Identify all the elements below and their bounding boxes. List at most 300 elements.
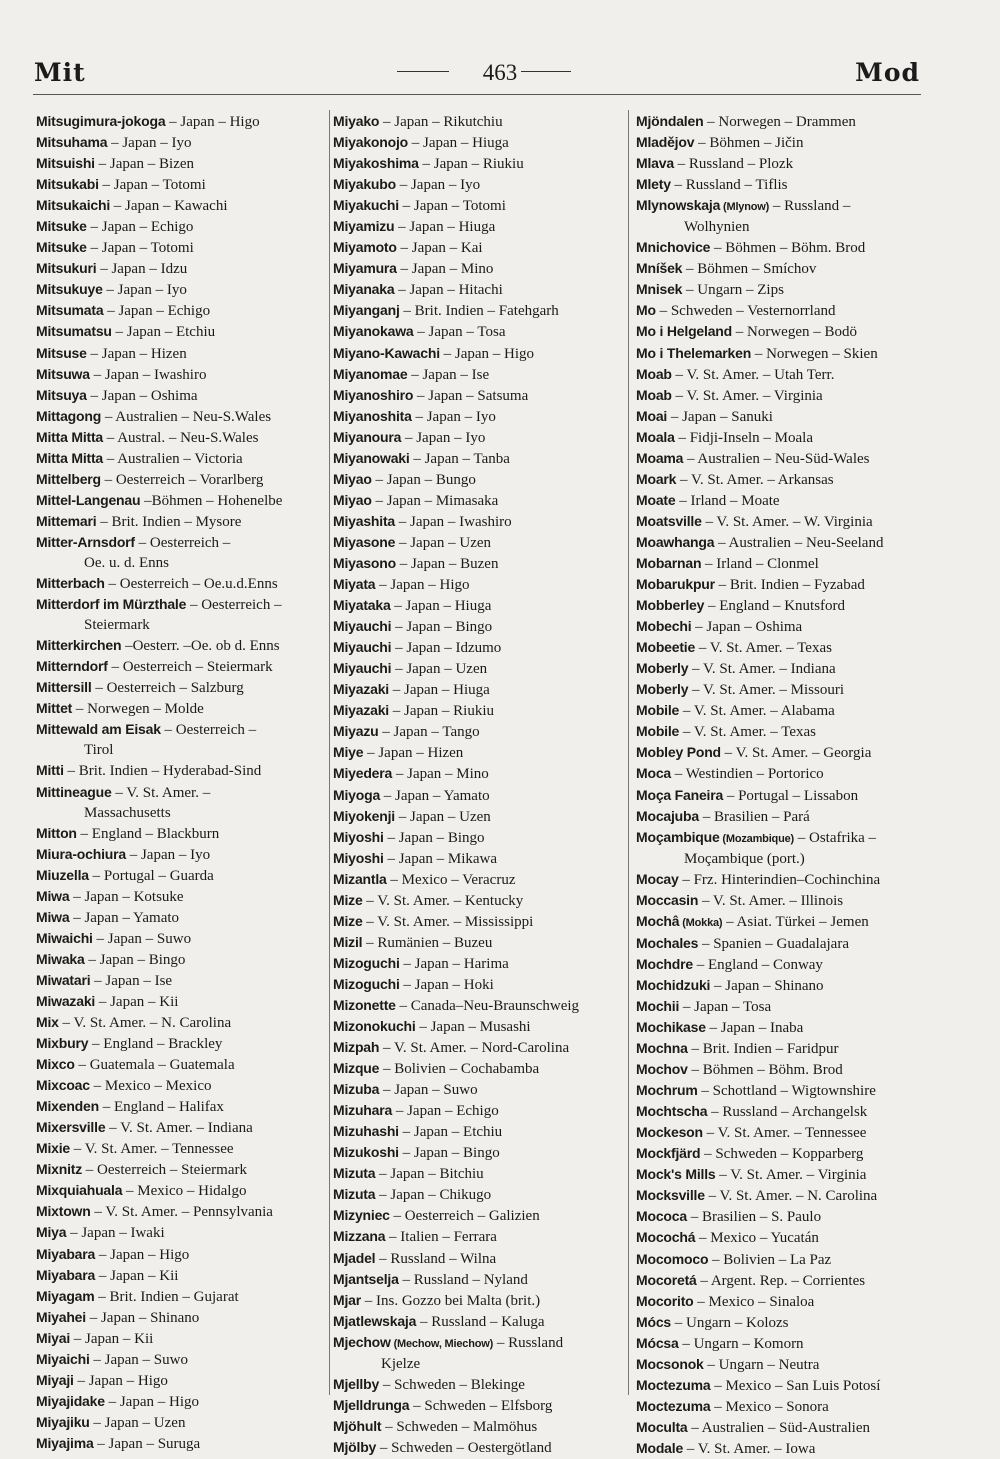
- entry-headword: Mocsonok: [636, 1355, 704, 1372]
- entry-headword: Mníšek: [636, 260, 683, 277]
- entry-headword: Mochidzuki: [636, 976, 711, 993]
- entry-headword: Mitterdorf im Mürzthale: [36, 596, 187, 613]
- entry-headword: Miyanokawa: [333, 323, 414, 340]
- entry-location: – Schweden – Blekinge: [379, 1376, 525, 1393]
- entry-location: – Japan – Bizen: [94, 156, 195, 173]
- entry-headword: Mitsukaichi: [36, 197, 111, 214]
- entry-headword: Mizpah: [333, 1039, 380, 1056]
- entry-location: – Japan – Yamato: [380, 787, 490, 804]
- page-header: [0, 52, 1000, 92]
- entry-location: – Russland – Nyland: [398, 1271, 528, 1288]
- entry-location: – V. St. Amer. – Missouri: [688, 682, 845, 699]
- gazetteer-entry: [333, 1395, 629, 1416]
- gazetteer-entry: [636, 490, 932, 511]
- gazetteer-entry: [636, 153, 932, 174]
- gazetteer-entry: [636, 975, 932, 996]
- gazetteer-entry: [333, 300, 629, 321]
- entry-location: – Ungarn – Zips: [682, 282, 784, 299]
- entry-location: – Australien – Neu-Seeland: [714, 534, 884, 551]
- entry-headword: Mitsuse: [36, 344, 87, 361]
- entry-headword: Mittewald am Eisak: [36, 721, 161, 738]
- gazetteer-entry: [333, 595, 629, 616]
- entry-headword: Mizyniec: [333, 1207, 390, 1224]
- entry-headword: Miwaichi: [36, 929, 93, 946]
- entry-location: – Westindien – Portorico: [671, 766, 824, 783]
- entry-headword: Mo i Helgeland: [636, 323, 732, 340]
- entry-headword: Miyai: [36, 1329, 71, 1346]
- entry-headword: Mobeetie: [636, 639, 696, 656]
- entry-headword: Miyoshi: [333, 828, 384, 845]
- entry-location: – Russland –: [769, 198, 851, 215]
- entry-location: – Russland: [493, 1334, 564, 1351]
- entry-location: – Japan – Iyo: [125, 846, 211, 863]
- entry-location: – Japan – Iyo: [401, 429, 486, 446]
- gazetteer-entry: [333, 385, 629, 406]
- entry-headword: Mizuba: [333, 1081, 380, 1098]
- entry-headword: Mocay: [636, 870, 679, 887]
- gazetteer-entry: [636, 279, 932, 300]
- entry-location: – Mexico – Sonora: [710, 1398, 829, 1415]
- entry-location: – Oesterreich – Salzburg: [91, 680, 244, 697]
- entry-headword: Miyanowaki: [333, 449, 410, 466]
- entry-headword: Miyamura: [333, 260, 397, 277]
- entry-headword: Mococa: [636, 1208, 687, 1225]
- gazetteer-entry: [636, 427, 932, 448]
- entry-location: – Oesterreich –: [186, 597, 282, 614]
- gazetteer-entry: [333, 111, 629, 132]
- entry-headword: Mitterndorf: [36, 658, 108, 675]
- entry-location: – V. St. Amer. – Virginia: [715, 1167, 867, 1184]
- entry-headword: Mochtscha: [636, 1103, 708, 1120]
- entry-location: – Schweden – Elfsborg: [409, 1397, 553, 1414]
- column-separator-1: [329, 110, 330, 1395]
- entry-location: – Italien – Ferrara: [385, 1229, 497, 1246]
- gazetteer-entry: [36, 111, 332, 132]
- entry-location: – Japan – Uzen: [391, 661, 488, 678]
- entry-continuation: Kjelze: [381, 1355, 421, 1372]
- entry-headword: Mochâ: [636, 912, 680, 929]
- entry-headword: Miyahei: [36, 1308, 86, 1325]
- entry-location: – Ungarn – Komorn: [678, 1335, 804, 1352]
- entry-location: – Japan – Hoki: [399, 976, 494, 993]
- entry-location: – Japan – Shinano: [85, 1309, 200, 1326]
- entry-headword: Mizuhashi: [333, 1123, 399, 1140]
- entry-headword: Mitsumata: [36, 302, 104, 319]
- gazetteer-entry: [636, 658, 932, 679]
- entry-location: – Japan – Higo: [439, 345, 535, 362]
- gazetteer-entry: [333, 911, 629, 932]
- gazetteer-entry: [333, 700, 629, 721]
- entry-location: – Brasilien – Pará: [698, 808, 810, 825]
- entry-location: – England – Blackburn: [76, 825, 220, 842]
- entry-headword: Moctezuma: [636, 1376, 711, 1393]
- gazetteer-entry: [636, 785, 932, 806]
- gazetteer-entry: [333, 974, 629, 995]
- entry-location: – V. St. Amer. – N. Carolina: [58, 1015, 232, 1032]
- entry-location: – Brasilien – S. Paulo: [686, 1209, 822, 1226]
- gazetteer-entry: [636, 637, 932, 658]
- gazetteer-entry: [36, 1201, 332, 1222]
- entry-location: – Spanien – Guadalajara: [698, 935, 849, 952]
- gazetteer-entry: [636, 469, 932, 490]
- entry-location: – Japan – Uzen: [395, 534, 492, 551]
- gazetteer-entry: [333, 1037, 629, 1058]
- gazetteer-entry: [333, 1248, 629, 1269]
- entry-headword: Mitter-Arnsdorf: [36, 533, 135, 550]
- gazetteer-entry: [333, 237, 629, 258]
- entry-headword: Mix: [36, 1014, 59, 1031]
- gazetteer-entry: [36, 782, 332, 823]
- entry-headword: Moatsville: [636, 512, 702, 529]
- entry-location: – V. St. Amer. – Iowa: [683, 1440, 816, 1457]
- entry-headword: Miura-ochiura: [36, 845, 126, 862]
- entry-headword: Mittineague: [36, 783, 112, 800]
- gazetteer-entry: [36, 1307, 332, 1328]
- entry-location: – Oesterreich – Galizien: [389, 1208, 540, 1225]
- gazetteer-entry: [636, 511, 932, 532]
- entry-location: – Japan – Totomi: [398, 198, 506, 215]
- entry-headword: Mobile: [636, 702, 680, 719]
- gazetteer-entry: [36, 1180, 332, 1201]
- entry-location: – Mexico – Hidalgo: [122, 1183, 247, 1200]
- gazetteer-entry: [333, 721, 629, 742]
- entry-headword: Miyanoshiro: [333, 386, 414, 403]
- entry-location: – V. St. Amer. – W. Virginia: [701, 513, 873, 530]
- gazetteer-entry: [636, 553, 932, 574]
- gazetteer-entry: [636, 195, 932, 237]
- gazetteer-entry: [333, 216, 629, 237]
- entry-location: – Japan – Idzu: [96, 261, 188, 278]
- entry-continuation: Massachusetts: [84, 804, 171, 821]
- gazetteer-entry: [636, 343, 932, 364]
- gazetteer-entry: [36, 237, 332, 258]
- entry-headword: Mitsuke: [36, 218, 87, 235]
- entry-headword: Moala: [636, 428, 675, 445]
- entry-location: – Japan – Suwo: [89, 1351, 188, 1368]
- entry-headword: Mittel-Langenau: [36, 491, 141, 508]
- entry-headword: Mochikase: [636, 1019, 706, 1036]
- entry-headword: Mitsugimura-jokoga: [36, 113, 166, 129]
- gazetteer-entry: [36, 1159, 332, 1180]
- gazetteer-entry: [636, 111, 932, 132]
- entry-location: – Oesterreich –: [134, 534, 231, 551]
- gazetteer-entry: [36, 760, 332, 781]
- gazetteer-entry: [36, 406, 332, 427]
- entry-location: – Russland – Archangelsk: [707, 1104, 868, 1121]
- entry-headword: Miwatari: [36, 971, 91, 988]
- entry-headword: Mitta Mitta: [36, 428, 104, 445]
- entry-headword: Miyoga: [333, 786, 381, 803]
- gazetteer-entry: [36, 1412, 332, 1433]
- gazetteer-entry: [333, 1437, 629, 1458]
- gazetteer-entry: [636, 1227, 932, 1248]
- entry-headword: Mo: [636, 302, 656, 319]
- entry-location: – Japan – Ise: [90, 972, 173, 989]
- entry-headword: Mitton: [36, 824, 77, 841]
- entry-headword: Miyao: [333, 491, 372, 508]
- gazetteer-entry: [333, 1016, 629, 1037]
- entry-headword: Mjantselja: [333, 1270, 399, 1287]
- gazetteer-entry: [36, 719, 332, 760]
- entry-headword: Moberly: [636, 681, 689, 698]
- entry-headword: Miyedera: [333, 765, 393, 782]
- gazetteer-entry: [36, 928, 332, 949]
- entry-continuation: Oe. u. d. Enns: [84, 554, 169, 571]
- gazetteer-entry: [36, 1370, 332, 1391]
- entry-headword: Modale: [636, 1439, 684, 1456]
- gazetteer-entry: [333, 1226, 629, 1247]
- entry-headword: Miyazaki: [333, 681, 389, 698]
- entry-location: – Irland – Clonmel: [701, 555, 819, 572]
- entry-headword: Mitti: [36, 762, 64, 779]
- gazetteer-entry: [36, 677, 332, 698]
- entry-location: – Japan – Hizen: [363, 745, 464, 762]
- entry-headword: Mocomoco: [636, 1250, 709, 1267]
- entry-location: – Japan – Uzen: [395, 808, 491, 825]
- gazetteer-entry: [36, 1433, 332, 1454]
- entry-headword: Moama: [636, 449, 684, 466]
- gazetteer-entry: [333, 1079, 629, 1100]
- entry-headword: Miyata: [333, 576, 376, 593]
- entry-headword: Mobberley: [636, 597, 705, 614]
- gazetteer-entry: [333, 406, 629, 427]
- gazetteer-entry: [333, 806, 629, 827]
- gazetteer-entry: [36, 823, 332, 844]
- entry-alt-name: (Mokka): [679, 916, 723, 929]
- entry-location: – Mexico – Sinaloa: [693, 1293, 815, 1310]
- entry-headword: Mizzana: [333, 1228, 386, 1245]
- entry-headword: Miyaichi: [36, 1350, 90, 1367]
- entry-location: – Norwegen – Molde: [72, 701, 204, 718]
- gazetteer-entry: [36, 469, 332, 490]
- gazetteer-entry: [36, 886, 332, 907]
- entry-headword: Mobley Pond: [636, 744, 721, 761]
- entry-headword: Mnisek: [636, 281, 683, 298]
- gazetteer-entry: [636, 385, 932, 406]
- gazetteer-entry: [333, 258, 629, 279]
- entry-location: – Japan – Oshima: [691, 619, 803, 636]
- gazetteer-entry: [333, 1142, 629, 1163]
- gazetteer-entry: [36, 258, 332, 279]
- left-running-head: Mit: [34, 58, 86, 87]
- entry-location: – V. St. Amer. – Utah Terr.: [671, 366, 835, 383]
- entry-location: – Schweden – Oestergötland: [376, 1439, 552, 1456]
- gazetteer-entry: [333, 1311, 629, 1332]
- entry-headword: Miyanoshita: [333, 407, 412, 424]
- entry-headword: Mocoretá: [636, 1271, 697, 1288]
- entry-headword: Mixenden: [36, 1098, 99, 1115]
- gazetteer-entry: [333, 890, 629, 911]
- entry-location: – Canada–Neu-Braunschweig: [395, 997, 580, 1014]
- gazetteer-entry: [636, 174, 932, 195]
- entry-headword: Miyamoto: [333, 239, 397, 256]
- gazetteer-entry: [636, 827, 932, 869]
- gazetteer-entry: [636, 996, 932, 1017]
- entry-headword: Miyajidake: [36, 1392, 105, 1409]
- entry-location: – Norwegen – Skien: [751, 345, 878, 362]
- gazetteer-entry: [636, 1122, 932, 1143]
- entry-location: – Japan – Echigo: [103, 303, 211, 320]
- gazetteer-entry: [636, 869, 932, 890]
- gazetteer-entry: [333, 1205, 629, 1226]
- entry-headword: Mittagong: [36, 407, 102, 424]
- entry-location: – England – Halifax: [98, 1099, 224, 1116]
- gazetteer-entry: [333, 995, 629, 1016]
- entry-headword: Moculta: [636, 1418, 688, 1435]
- gazetteer-entry: [36, 427, 332, 448]
- entry-location: – Brit. Indien – Faridpur: [687, 1041, 839, 1058]
- gazetteer-entry: [636, 1143, 932, 1164]
- gazetteer-entry: [636, 700, 932, 721]
- gazetteer-entry: [333, 343, 629, 364]
- entry-headword: Mize: [333, 891, 363, 908]
- gazetteer-entry: [333, 132, 629, 153]
- entry-headword: Miyakonojo: [333, 134, 409, 151]
- gazetteer-entry: [36, 216, 332, 237]
- entry-headword: Mócsa: [636, 1334, 679, 1351]
- entry-location: – Brit. Indien – Gujarat: [94, 1288, 239, 1305]
- gazetteer-entry: [333, 174, 629, 195]
- entry-headword: Mittersill: [36, 679, 92, 696]
- entry-location: – Japan – Totomi: [98, 177, 206, 194]
- gazetteer-entry: [36, 1391, 332, 1412]
- entry-location: – Mexico – San Luis Potosí: [710, 1377, 881, 1394]
- entry-location: – Australien – Victoria: [103, 450, 243, 467]
- entry-headword: Mitsuke: [36, 239, 87, 256]
- gazetteer-entry: [636, 321, 932, 342]
- entry-location: – Ungarn – Neutra: [703, 1356, 820, 1373]
- entry-headword: Mnichovice: [636, 239, 711, 256]
- entry-headword: Mixnitz: [36, 1161, 83, 1178]
- entry-location: – Böhmen – Böhm. Brod: [710, 240, 866, 257]
- entry-location: – Japan – Harima: [399, 955, 509, 972]
- entry-headword: Mixie: [36, 1140, 71, 1157]
- gazetteer-entry: [333, 511, 629, 532]
- entry-headword: Mjar: [333, 1291, 361, 1308]
- entry-headword: Mittet: [36, 700, 73, 717]
- entry-headword: Mladějov: [636, 134, 695, 151]
- gazetteer-entry: [36, 385, 332, 406]
- gazetteer-entry: [333, 637, 629, 658]
- gazetteer-entry: [36, 844, 332, 865]
- entry-headword: Mlynowskaja: [636, 197, 721, 214]
- gazetteer-entry: [36, 1265, 332, 1286]
- entry-headword: Miyamizu: [333, 218, 395, 235]
- entry-headword: Mjöndalen: [636, 113, 704, 129]
- column-separator-2: [628, 110, 629, 1395]
- entry-headword: Mixco: [36, 1056, 75, 1073]
- gazetteer-entry: [333, 1332, 629, 1374]
- gazetteer-entry: [636, 258, 932, 279]
- gazetteer-entry: [333, 827, 629, 848]
- gazetteer-entry: [333, 427, 629, 448]
- entry-location: – Ostafrika –: [793, 829, 877, 846]
- right-running-head: Mod: [855, 58, 920, 87]
- entry-location: – Bolivien – Cochabamba: [379, 1061, 540, 1078]
- gazetteer-entry: [333, 574, 629, 595]
- gazetteer-entry: [636, 574, 932, 595]
- entry-headword: Miyano-Kawachi: [333, 344, 440, 361]
- entry-location: – V. St. Amer. – Georgia: [720, 745, 872, 762]
- entry-location: – V. St. Amer. – Virginia: [671, 387, 823, 404]
- gazetteer-entry: [36, 1349, 332, 1370]
- gazetteer-entry: [36, 490, 332, 511]
- entry-headword: Mizonokuchi: [333, 1018, 416, 1035]
- gazetteer-entry: [333, 1374, 629, 1395]
- entry-headword: Miyakubo: [333, 176, 396, 193]
- entry-location: – Australien – Neu-S.Wales: [101, 408, 272, 425]
- entry-location: – Oesterreich –: [160, 722, 257, 739]
- page-number: 463: [482, 60, 518, 85]
- entry-location: – V. St. Amer. – Indiana: [688, 661, 836, 678]
- entry-headword: Mitsukuye: [36, 281, 103, 298]
- entry-location: – Japan – Kii: [95, 1267, 179, 1284]
- entry-location: – V. St. Amer. – N. Carolina: [704, 1188, 878, 1205]
- entry-headword: Mocksville: [636, 1187, 705, 1204]
- entry-location: – Japan – Hizen: [86, 345, 187, 362]
- entry-headword: Moab: [636, 386, 672, 403]
- gazetteer-entry: [636, 1312, 932, 1333]
- entry-headword: Miyabara: [36, 1245, 96, 1262]
- entry-location: – Ungarn – Kolozs: [671, 1314, 789, 1331]
- entry-location: – Japan – Bitchiu: [375, 1166, 484, 1183]
- gazetteer-entry: [333, 553, 629, 574]
- gazetteer-entry: [36, 132, 332, 153]
- entry-location: – Japan – Tosa: [679, 998, 772, 1015]
- entry-headword: Mochna: [636, 1040, 688, 1057]
- entry-location: – Japan – Suwo: [379, 1082, 478, 1099]
- entry-headword: Moai: [636, 407, 668, 424]
- entry-headword: Mjadel: [333, 1249, 376, 1266]
- gazetteer-entry: [333, 1416, 629, 1437]
- entry-location: – Japan – Iyo: [395, 177, 481, 194]
- column-3: [636, 111, 932, 1459]
- entry-headword: Miyaji: [36, 1371, 74, 1388]
- gazetteer-entry: [636, 1396, 932, 1417]
- gazetteer-entry: [333, 679, 629, 700]
- gazetteer-entry: [333, 469, 629, 490]
- gazetteer-entry: [636, 890, 932, 911]
- entry-location: – Japan – Tanba: [409, 450, 510, 467]
- entry-headword: Mizoguchi: [333, 954, 400, 971]
- entry-location: – Mexico – Veracruz: [386, 871, 516, 888]
- entry-headword: Mizukoshi: [333, 1144, 399, 1161]
- gazetteer-entry: [333, 953, 629, 974]
- gazetteer-entry: [36, 300, 332, 321]
- entry-headword: Miyanaka: [333, 281, 395, 298]
- gazetteer-entry: [36, 532, 332, 573]
- column-1: [36, 111, 332, 1454]
- entry-headword: Moçambique: [636, 828, 720, 845]
- entry-location: – Japan – Bingo: [398, 1145, 500, 1162]
- entry-location: – Japan – Bingo: [391, 619, 493, 636]
- gazetteer-entry: [36, 1286, 332, 1307]
- entry-headword: Moate: [636, 491, 676, 508]
- entry-location: – Schweden – Vesternorrland: [655, 303, 836, 320]
- gazetteer-entry: [333, 153, 629, 174]
- gazetteer-entry: [333, 195, 629, 216]
- entry-location: – Frz. Hinterindien–Cochinchina: [678, 871, 881, 888]
- gazetteer-entry: [636, 1185, 932, 1206]
- entry-headword: Miyanoura: [333, 428, 402, 445]
- entry-location: – Oesterreich – Vorarlberg: [100, 471, 264, 488]
- entry-location: – Oesterreich – Steiermark: [107, 659, 273, 676]
- entry-location: – Norwegen – Drammen: [703, 114, 856, 130]
- entry-headword: Mixersville: [36, 1119, 106, 1136]
- gazetteer-entry: [333, 1058, 629, 1079]
- gazetteer-entry: [36, 511, 332, 532]
- entry-location: – Japan – Uzen: [89, 1414, 186, 1431]
